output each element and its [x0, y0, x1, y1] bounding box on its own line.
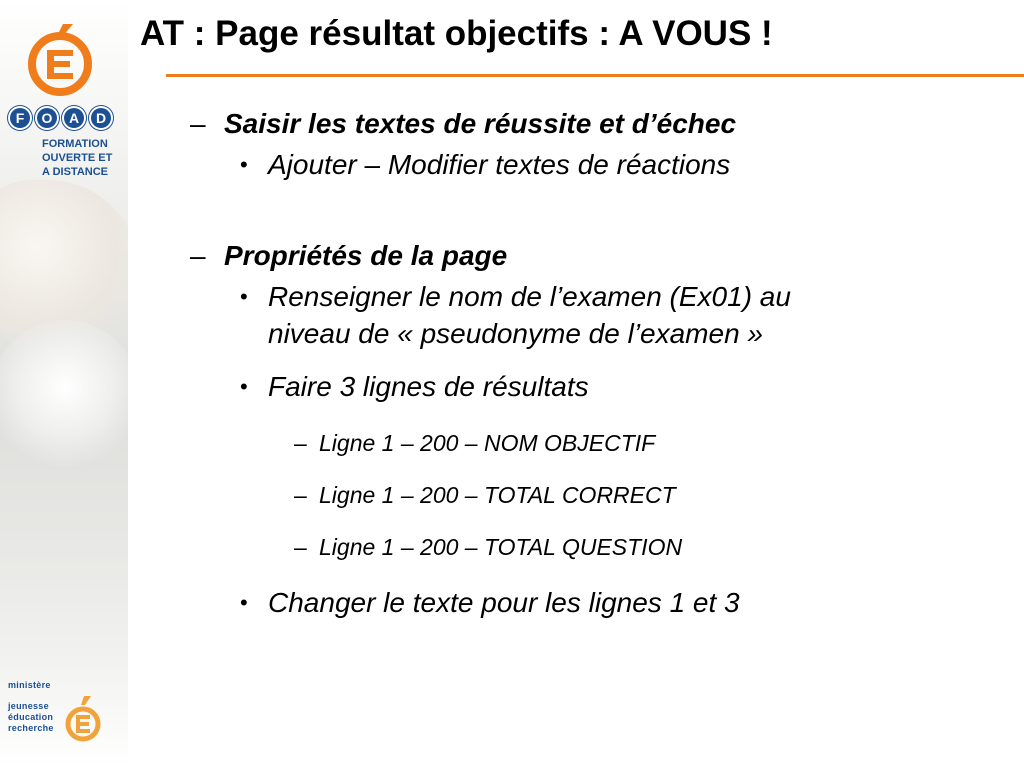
bullet-text: niveau de « pseudonyme de l’examen »: [268, 318, 764, 349]
mouse-image: [0, 320, 128, 470]
section-heading: Propriétés de la page: [224, 240, 508, 271]
foad-letter: O: [35, 106, 59, 130]
ministry-e-logo-icon: [64, 682, 102, 748]
ministry-logo: [8, 680, 54, 734]
bullet-marker: •: [240, 152, 248, 177]
sub-item: Ligne 1 – 200 – TOTAL CORRECT: [319, 482, 676, 508]
title-underline: [166, 74, 1024, 77]
bullet-text: Renseigner le nom de l’examen (Ex01) au: [268, 281, 791, 312]
dash-marker: –: [190, 240, 206, 271]
dash-marker: –: [190, 108, 206, 139]
ministry-line: jeunesse: [8, 701, 49, 711]
bullet-text: Ajouter – Modifier textes de réactions: [268, 149, 731, 180]
foad-letter: A: [62, 106, 86, 130]
foad-caption-line: OUVERTE ET: [42, 152, 113, 164]
bullet-marker: •: [240, 374, 248, 399]
ministry-line: recherche: [8, 723, 54, 733]
decorative-sidebar: [0, 0, 128, 768]
dash-marker: –: [294, 534, 307, 560]
bullet-marker: •: [240, 590, 248, 615]
foad-caption-line: A DISTANCE: [42, 166, 108, 178]
bullet-text: Faire 3 lignes de résultats: [268, 371, 589, 402]
foad-letter: D: [89, 106, 113, 130]
foad-logo: [8, 106, 113, 130]
sub-item: Ligne 1 – 200 – NOM OBJECTIF: [319, 430, 656, 456]
foad-letter: F: [8, 106, 32, 130]
foad-caption: [42, 137, 122, 179]
section-heading: Saisir les textes de réussite et d’échec: [224, 108, 737, 139]
sub-item: Ligne 1 – 200 – TOTAL QUESTION: [319, 534, 683, 560]
ministry-line: ministère: [8, 680, 51, 690]
bullet-marker: •: [240, 284, 248, 309]
foad-caption-line: FORMATION: [42, 138, 108, 150]
dash-marker: –: [294, 430, 307, 456]
ministry-line: éducation: [8, 712, 54, 722]
e-logo-icon: [25, 22, 95, 98]
dash-marker: –: [294, 482, 307, 508]
bullet-text: Changer le texte pour les lignes 1 et 3: [268, 587, 740, 618]
slide-title: AT : Page résultat objectifs : A VOUS !: [140, 14, 773, 53]
